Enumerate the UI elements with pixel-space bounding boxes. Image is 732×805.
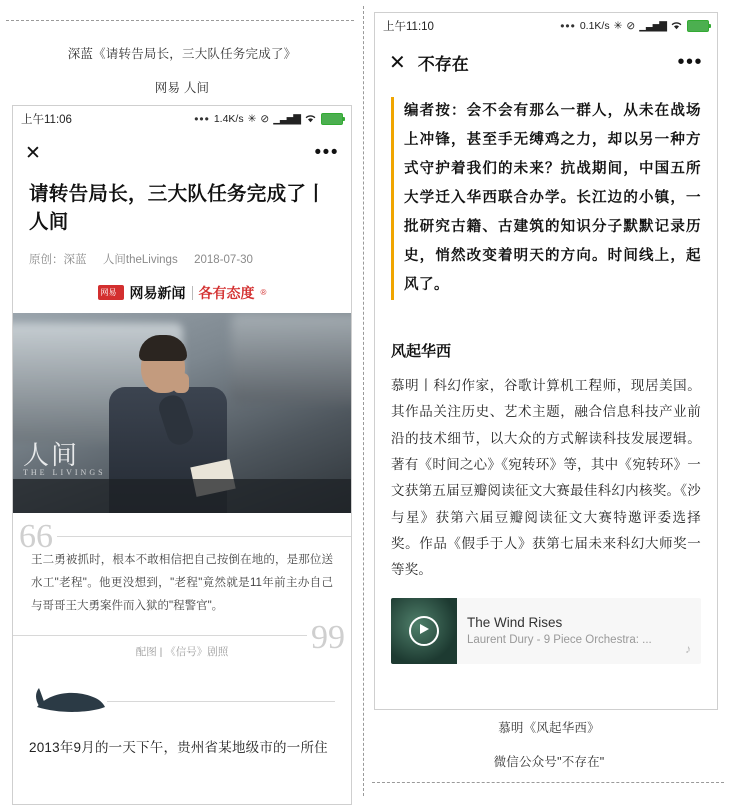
right-status-netspeed: 0.1K/s bbox=[579, 20, 610, 32]
image-foreground bbox=[13, 479, 351, 513]
right-caption-source: 微信公众号"不存在" bbox=[493, 755, 605, 769]
battery-icon bbox=[321, 113, 343, 125]
whale-divider bbox=[29, 673, 335, 727]
quote-close-mark: 99 bbox=[311, 618, 345, 656]
play-icon[interactable] bbox=[409, 616, 439, 646]
left-status-bar bbox=[13, 106, 351, 132]
brand-name: 网易新闻 bbox=[129, 284, 186, 301]
article-author: 原创：深蓝 bbox=[29, 253, 87, 266]
music-card[interactable] bbox=[391, 598, 701, 664]
image-credit: 配图 | 《信号》剧照 bbox=[135, 645, 229, 658]
more-options-icon[interactable]: ••• bbox=[677, 50, 703, 73]
editor-note: 编者按：会不会有那么一群人，从未在战场上冲锋，甚至手无缚鸡之力，却以另一种方式守护着我们的未来？抗战期间，中国五所大学迁入华西联合办学。长江边的小镇，一批研究古籍、古建筑的知识分子默默记录历史，悄然改变着明天的方向。时间线上，起风了。 bbox=[391, 97, 701, 300]
music-text bbox=[457, 615, 675, 646]
section-title: 风起华西 bbox=[391, 343, 452, 360]
left-phone-screenshot bbox=[12, 105, 352, 805]
right-phone-screenshot bbox=[374, 12, 718, 710]
album-art bbox=[391, 598, 457, 664]
right-caption-title: 慕明《风起华西》 bbox=[498, 721, 600, 735]
article-date: 2018-07-30 bbox=[194, 253, 253, 266]
close-icon[interactable]: ✕ bbox=[389, 51, 406, 74]
left-article bbox=[13, 180, 351, 303]
left-caption-title: 深蓝《请转告局长，三大队任务完成了》 bbox=[67, 47, 297, 61]
left-status-netspeed: 1.4K/s bbox=[213, 113, 244, 125]
quote-open-mark: 66 bbox=[19, 517, 53, 555]
mute-icon: ⊘ bbox=[626, 20, 636, 32]
signal-icon: ▁▃▅▇ bbox=[639, 20, 666, 32]
right-status-dots: ••• bbox=[560, 19, 576, 33]
bluetooth-icon: ✳ bbox=[613, 20, 623, 32]
image-watermark-sub: THE LIVINGS bbox=[23, 467, 106, 477]
netease-logo-icon bbox=[98, 285, 124, 300]
page-title: 不存在 bbox=[417, 54, 469, 74]
close-icon[interactable]: ✕ bbox=[25, 142, 41, 164]
brand-registered-mark: ® bbox=[260, 288, 267, 298]
brand-divider bbox=[192, 286, 193, 300]
article-title: 请转告局长，三大队任务完成了丨人间 bbox=[29, 183, 327, 234]
quote-rule-top bbox=[57, 536, 351, 537]
music-title: The Wind Rises bbox=[467, 615, 563, 630]
mute-icon: ⊘ bbox=[260, 113, 270, 125]
wifi-icon bbox=[670, 20, 683, 33]
left-status-dots: ••• bbox=[194, 112, 210, 126]
person-hand bbox=[173, 373, 189, 393]
image-watermark: 人间 THE LIVINGS bbox=[23, 440, 106, 477]
battery-icon bbox=[687, 20, 709, 32]
whale-icon bbox=[33, 679, 107, 719]
right-nav-bar bbox=[375, 39, 717, 85]
signal-icon: ▁▃▅▇ bbox=[273, 113, 300, 125]
article-hero-image bbox=[13, 313, 351, 513]
image-caption-text: 王二勇被抓时，根本不敢相信把自己按倒在地的，是那位送水工"老程"。他更没想到，"老程"竟然就是11年前主办自己与哥哥王大勇案件而入狱的"程警官"。 bbox=[31, 553, 333, 612]
left-panel bbox=[0, 0, 364, 805]
background-blur-right bbox=[231, 313, 351, 403]
right-status-time: 上午11:10 bbox=[383, 21, 434, 33]
article-body-first-paragraph: 2013年9月的一天下午，贵州省某地级市的一所住 bbox=[29, 739, 328, 755]
left-status-time: 上午11:06 bbox=[21, 114, 72, 126]
whale-rule bbox=[107, 701, 335, 702]
music-subtitle: Laurent Dury - 9 Piece Orchestra: ... bbox=[467, 634, 652, 646]
left-caption-source: 网易 人间 bbox=[154, 81, 210, 95]
bluetooth-icon: ✳ bbox=[247, 113, 257, 125]
right-panel bbox=[366, 0, 732, 805]
quote-rule-bottom bbox=[13, 635, 307, 636]
article-meta bbox=[29, 251, 335, 267]
brand-slogan: 各有态度 bbox=[198, 284, 255, 301]
right-status-bar bbox=[375, 13, 717, 39]
wifi-icon bbox=[304, 113, 317, 126]
article-account[interactable]: 人间theLivings bbox=[102, 253, 178, 266]
music-source-icon: ♪ bbox=[685, 641, 691, 656]
brand-bar bbox=[29, 283, 335, 303]
more-options-icon[interactable]: ••• bbox=[314, 142, 339, 163]
author-bio: 慕明丨科幻作家，谷歌计算机工程师，现居美国。其作品关注历史、艺术主题，融合信息科技产业前沿的技术细节，以大众的方式解读科技发展逻辑。著有《时间之心》《宛转环》等，其中《宛转环》一文获第五届豆瓣阅读征文大赛最佳科幻内核奖。《沙与星》获第六届豆瓣阅读征文大赛特邀评委选择奖。作品《假手于人》获第七届未来科幻大师奖一等奖。 bbox=[391, 378, 701, 578]
left-nav-bar bbox=[13, 132, 351, 174]
